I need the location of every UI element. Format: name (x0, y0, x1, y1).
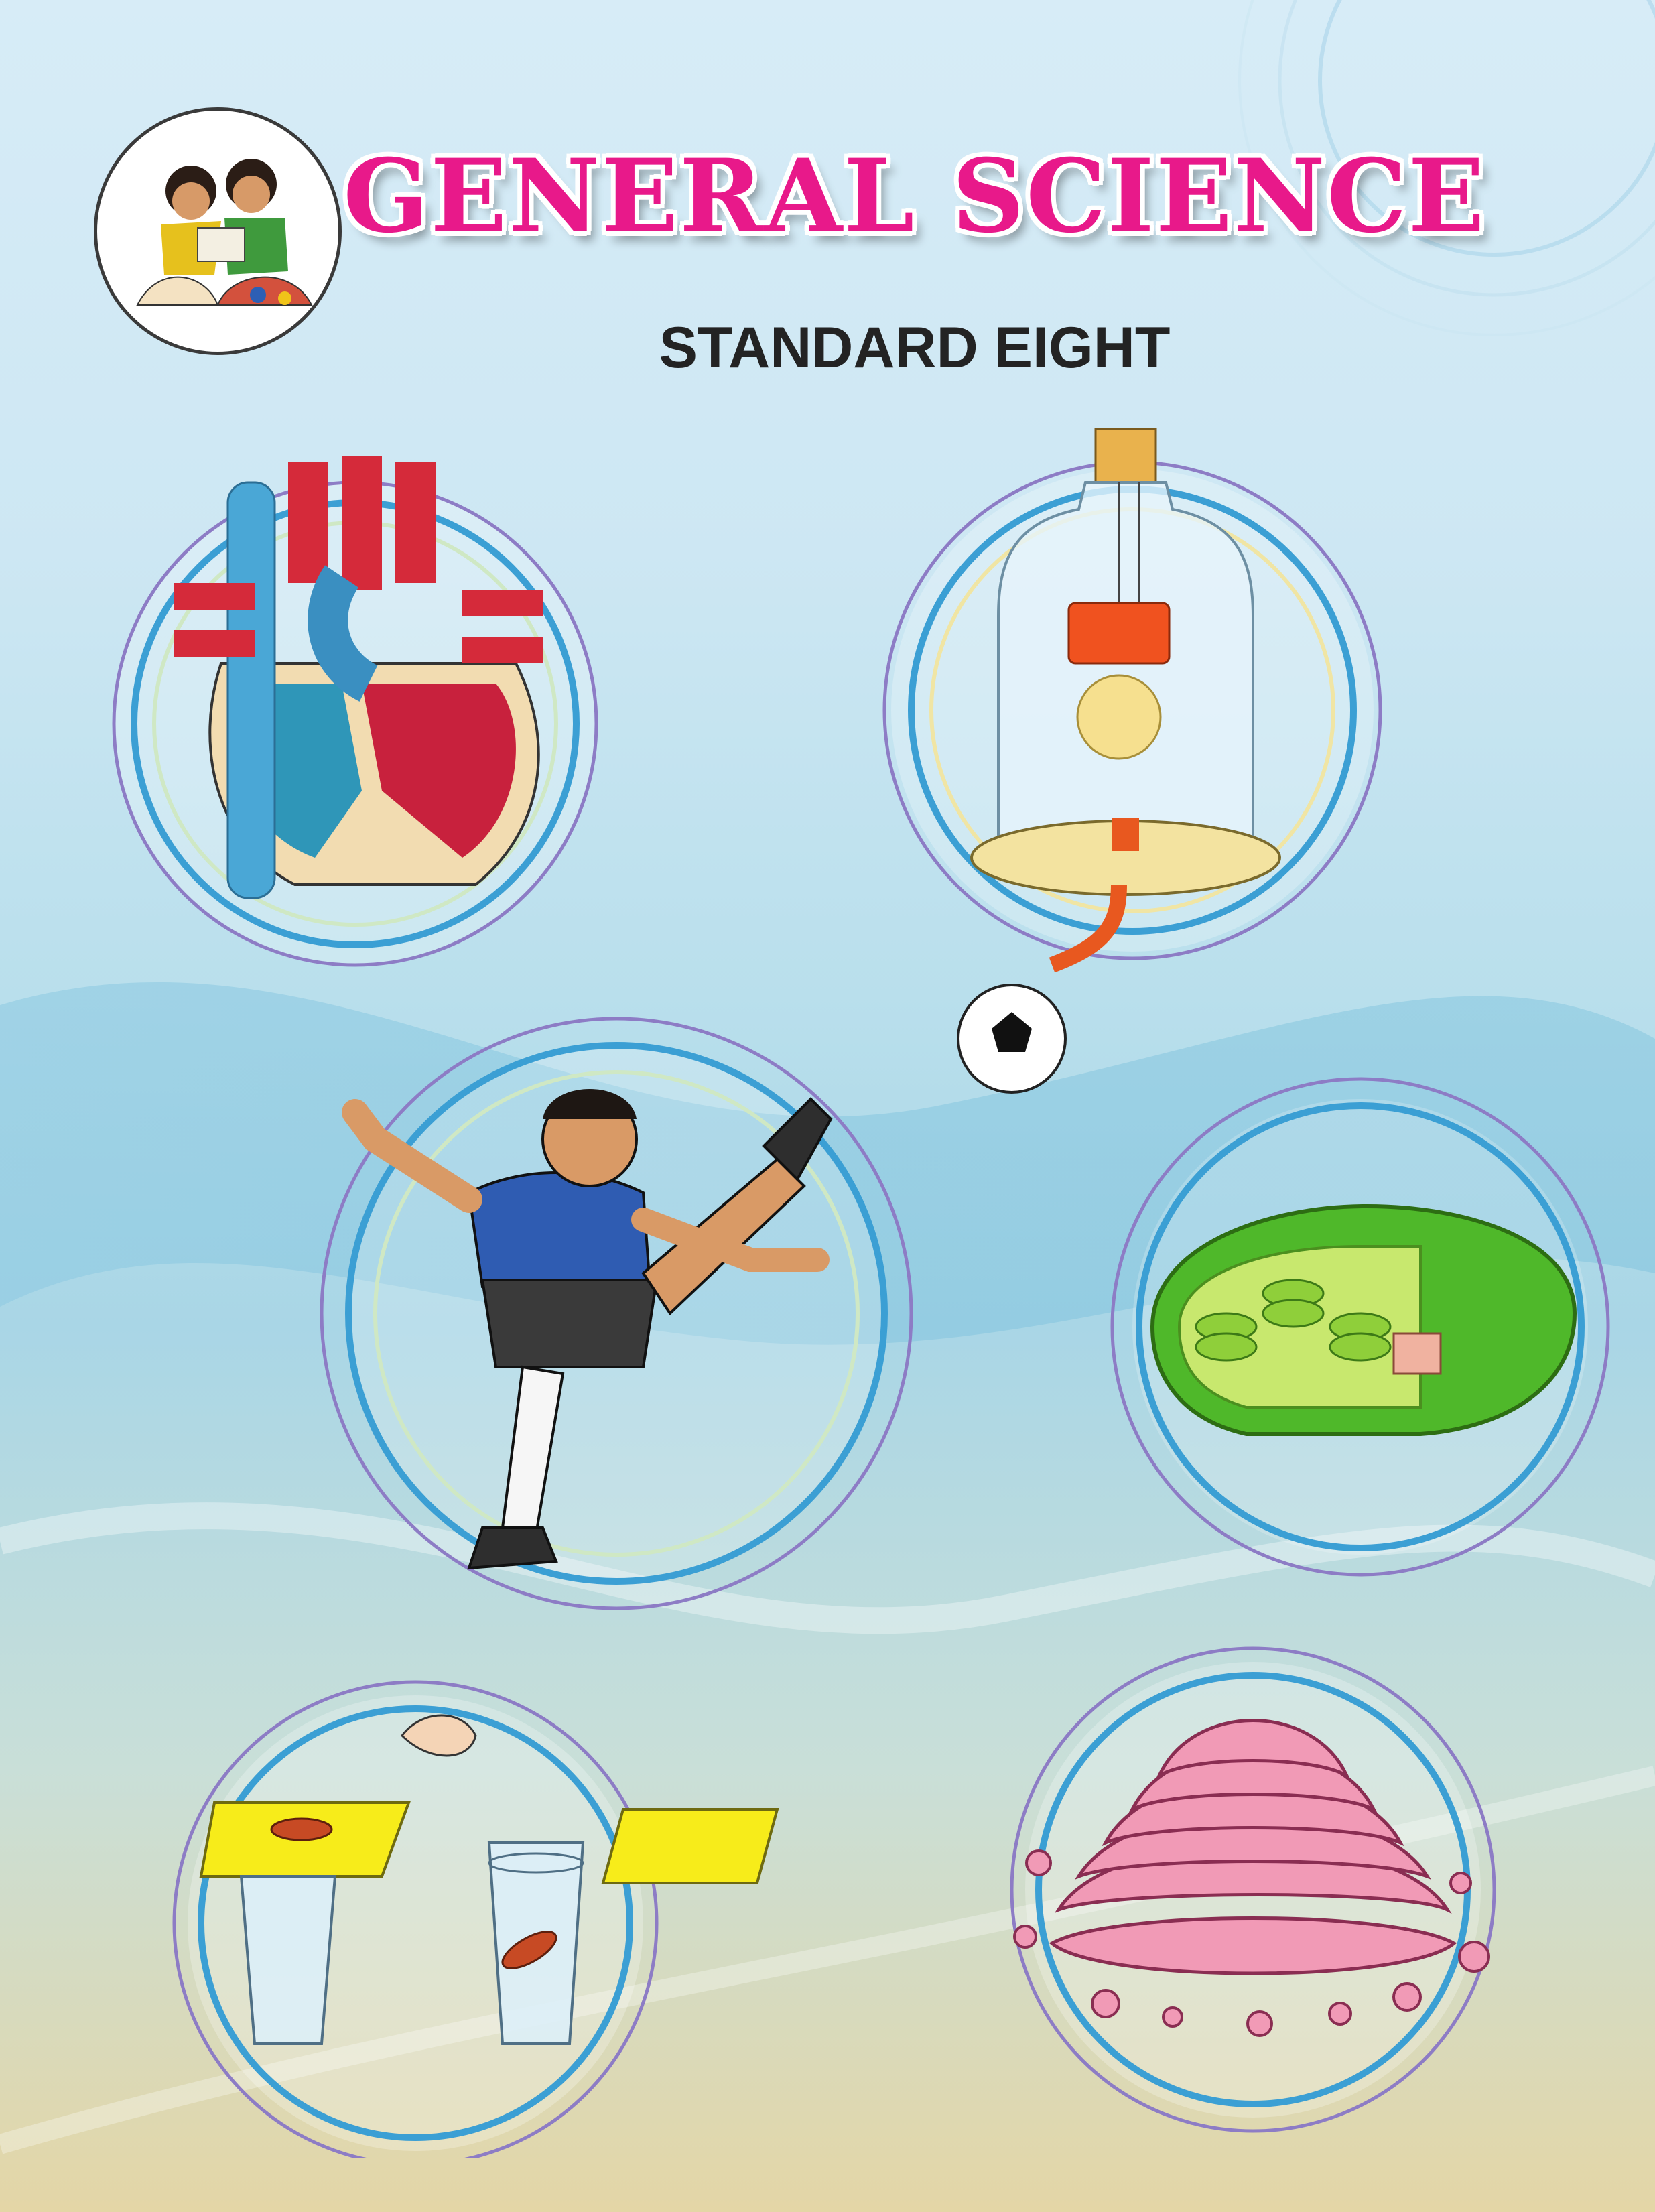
chloroplast (1045, 1072, 1621, 1595)
bell-jar-experiment (838, 415, 1427, 992)
golgi-apparatus (938, 1622, 1541, 2144)
boy-kicking-football (241, 938, 1112, 1648)
coin-inertia-experiment (114, 1669, 824, 2158)
book-title: GENERAL SCIENCE (343, 137, 1486, 255)
heart-diagram (60, 442, 663, 978)
book-subtitle: STANDARD EIGHT (659, 316, 1171, 380)
